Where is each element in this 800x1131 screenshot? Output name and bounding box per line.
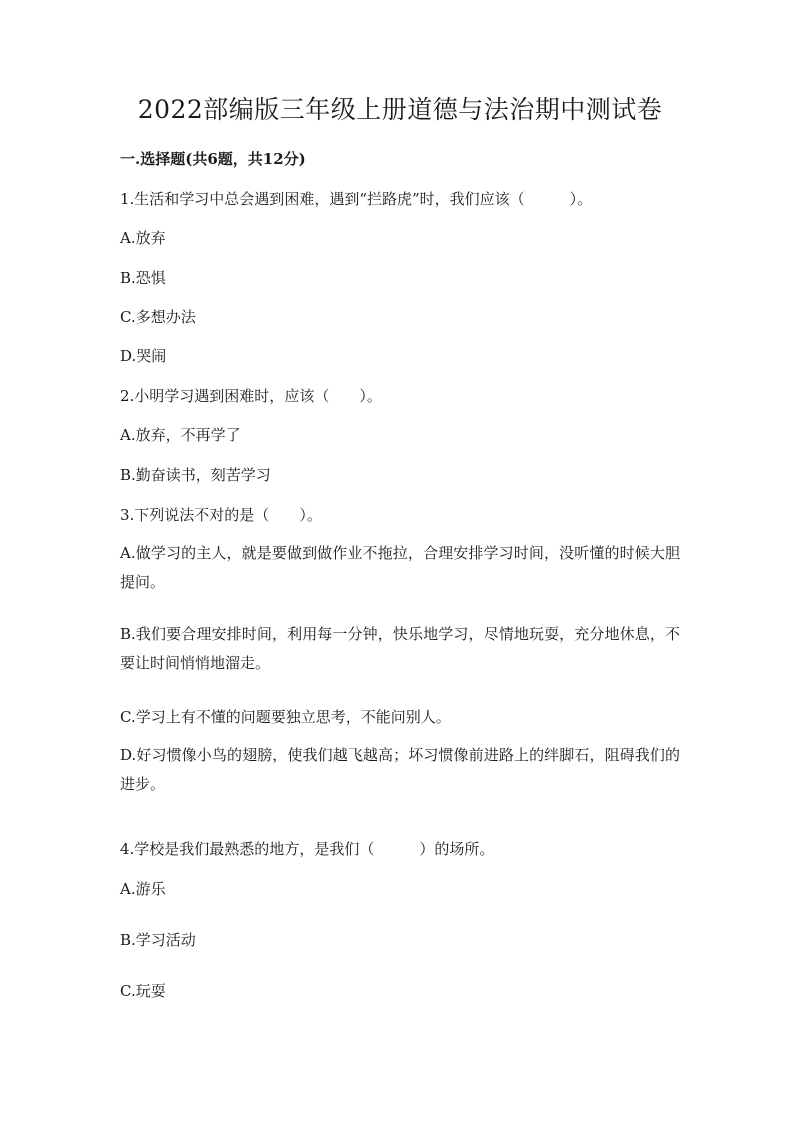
page-title: 2022部编版三年级上册道德与法治期中测试卷 (137, 95, 663, 124)
question-2-option-b: B.勤奋读书，刻苦学习 (120, 466, 271, 484)
question-1-stem: 1.生活和学习中总会遇到困难，遇到“拦路虎”时，我们应该（ ）。 (120, 190, 593, 208)
question-4-option-c: C.玩耍 (120, 982, 166, 1000)
question-3-option-a: A.做学习的主人，就是要做到做作业不拖拉，合理安排学习时间，没听懂的时候大胆提问。 (120, 544, 680, 591)
question-1-option-b: B.恐惧 (120, 269, 166, 287)
section-heading: 一.选择题(共6题，共12分) (120, 150, 306, 168)
question-3-option-d: D.好习惯像小鸟的翅膀，使我们越飞越高；坏习惯像前进路上的绊脚石，阻碍我们的进步。 (120, 746, 680, 793)
question-1-option-c: C.多想办法 (120, 308, 196, 326)
question-4-option-a: A.游乐 (120, 880, 166, 898)
question-3-option-b: B.我们要合理安排时间，利用每一分钟，快乐地学习，尽情地玩耍，充分地休息，不要让时间悄悄地溜走。 (120, 625, 680, 672)
question-4-option-b: B.学习活动 (120, 931, 196, 949)
question-3-stem: 3.下列说法不对的是（ ）。 (120, 506, 322, 524)
question-2-option-a: A.放弃，不再学了 (120, 426, 241, 444)
question-4-stem: 4.学校是我们最熟悉的地方，是我们（ ）的场所。 (120, 840, 495, 858)
question-2-stem: 2.小明学习遇到困难时，应该（ ）。 (120, 387, 382, 405)
question-1-option-d: D.哭闹 (120, 347, 167, 365)
question-1-option-a: A.放弃 (120, 229, 166, 247)
question-3-option-c: C.学习上有不懂的问题要独立思考，不能问别人。 (120, 708, 451, 726)
